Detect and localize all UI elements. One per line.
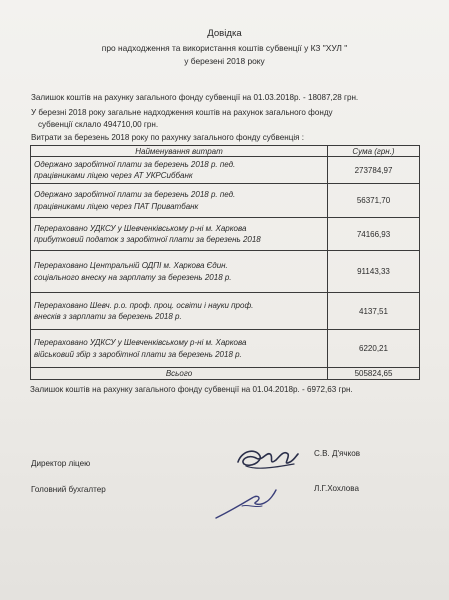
director-signature xyxy=(232,440,302,476)
row-text-line1: Перераховано УДКСУ у Шевченківському р-ні м. Харкова xyxy=(34,338,247,347)
row-text-line2: працівниками ліцею через ПАТ Приватбанк xyxy=(34,201,199,211)
total-label: Всього xyxy=(31,368,328,380)
director-name: С.В. Д'ячков xyxy=(314,449,361,458)
closing-balance: Залишок коштів на рахунку загального фонду субвенції на 01.04.2018р. - 6972,63 грн. xyxy=(30,385,353,394)
row-text-line2: прибутковий податок з заробітної плати за березень 2018 xyxy=(34,235,261,244)
row-text-line2: внесків з зарплати за березень 2018 р. xyxy=(34,312,182,321)
row-amount: 91143,33 xyxy=(328,251,420,293)
row-text-line2: військовий збір з заробітної плати за березень 2018 р. xyxy=(34,349,242,359)
header-name: Найменування витрат xyxy=(31,146,328,157)
receipts-line1: У березні 2018 року загальне надходження коштів на рахунок загального фонду xyxy=(31,108,333,117)
table-total-row xyxy=(31,368,420,380)
document-subtitle-line1: про надходження та використання коштів субвенції у КЗ "ХУЛ " xyxy=(101,43,348,53)
row-text-line2: соціального внеску на зарплату за березень 2018 р. xyxy=(34,272,232,282)
table-row xyxy=(31,218,420,251)
document-title: Довідка xyxy=(207,28,242,39)
receipts-line2: субвенції склало 494710,00 грн. xyxy=(38,120,159,129)
row-text-line1: Одержано заробітної плати за березень 2018 р. пед. xyxy=(34,159,236,169)
row-text-line1: Перераховано УДКСУ у Шевченківському р-ні м. Харкова xyxy=(34,223,247,233)
expenses-caption: Витрати за березень 2018 року по рахунку загального фонду субвенція : xyxy=(31,133,305,142)
row-text-line1: Одержано заробітної плати за березень 2018 р. пед. xyxy=(34,190,236,199)
row-amount: 4137,51 xyxy=(328,293,420,330)
accountant-name: Л.Г.Хохлова xyxy=(314,484,359,493)
opening-balance: Залишок коштів на рахунку загального фонду субвенції на 01.03.2018р. - 18087,28 грн. xyxy=(31,93,359,102)
table-row xyxy=(31,157,420,184)
expenses-table xyxy=(30,145,420,380)
row-text-line1: Перераховано Шевч. р.о. проф. проц. освіти і науки проф. xyxy=(34,300,254,310)
director-title: Директор ліцею xyxy=(31,459,91,468)
document-subtitle-line2: у березені 2018 року xyxy=(184,56,265,66)
accountant-signature xyxy=(212,484,280,524)
table-row xyxy=(31,184,420,218)
row-amount: 273784,97 xyxy=(328,157,420,184)
table-header-row xyxy=(31,146,420,157)
table-row xyxy=(31,251,420,293)
row-amount: 74166,93 xyxy=(328,218,420,251)
header-amount: Сума (грн.) xyxy=(328,146,420,157)
row-text-line2: працівниками ліцею через АТ УКРСиббанк xyxy=(34,171,193,180)
row-amount: 6220,21 xyxy=(328,330,420,368)
table-row xyxy=(31,293,420,330)
row-text-line1: Перераховано Центральній ОДПІ м. Харкова Єдин. xyxy=(34,261,228,270)
accountant-title: Головний бухгалтер xyxy=(31,485,106,494)
table-row xyxy=(31,330,420,368)
total-amount: 505824,65 xyxy=(328,368,420,380)
row-amount: 56371,70 xyxy=(328,184,420,218)
